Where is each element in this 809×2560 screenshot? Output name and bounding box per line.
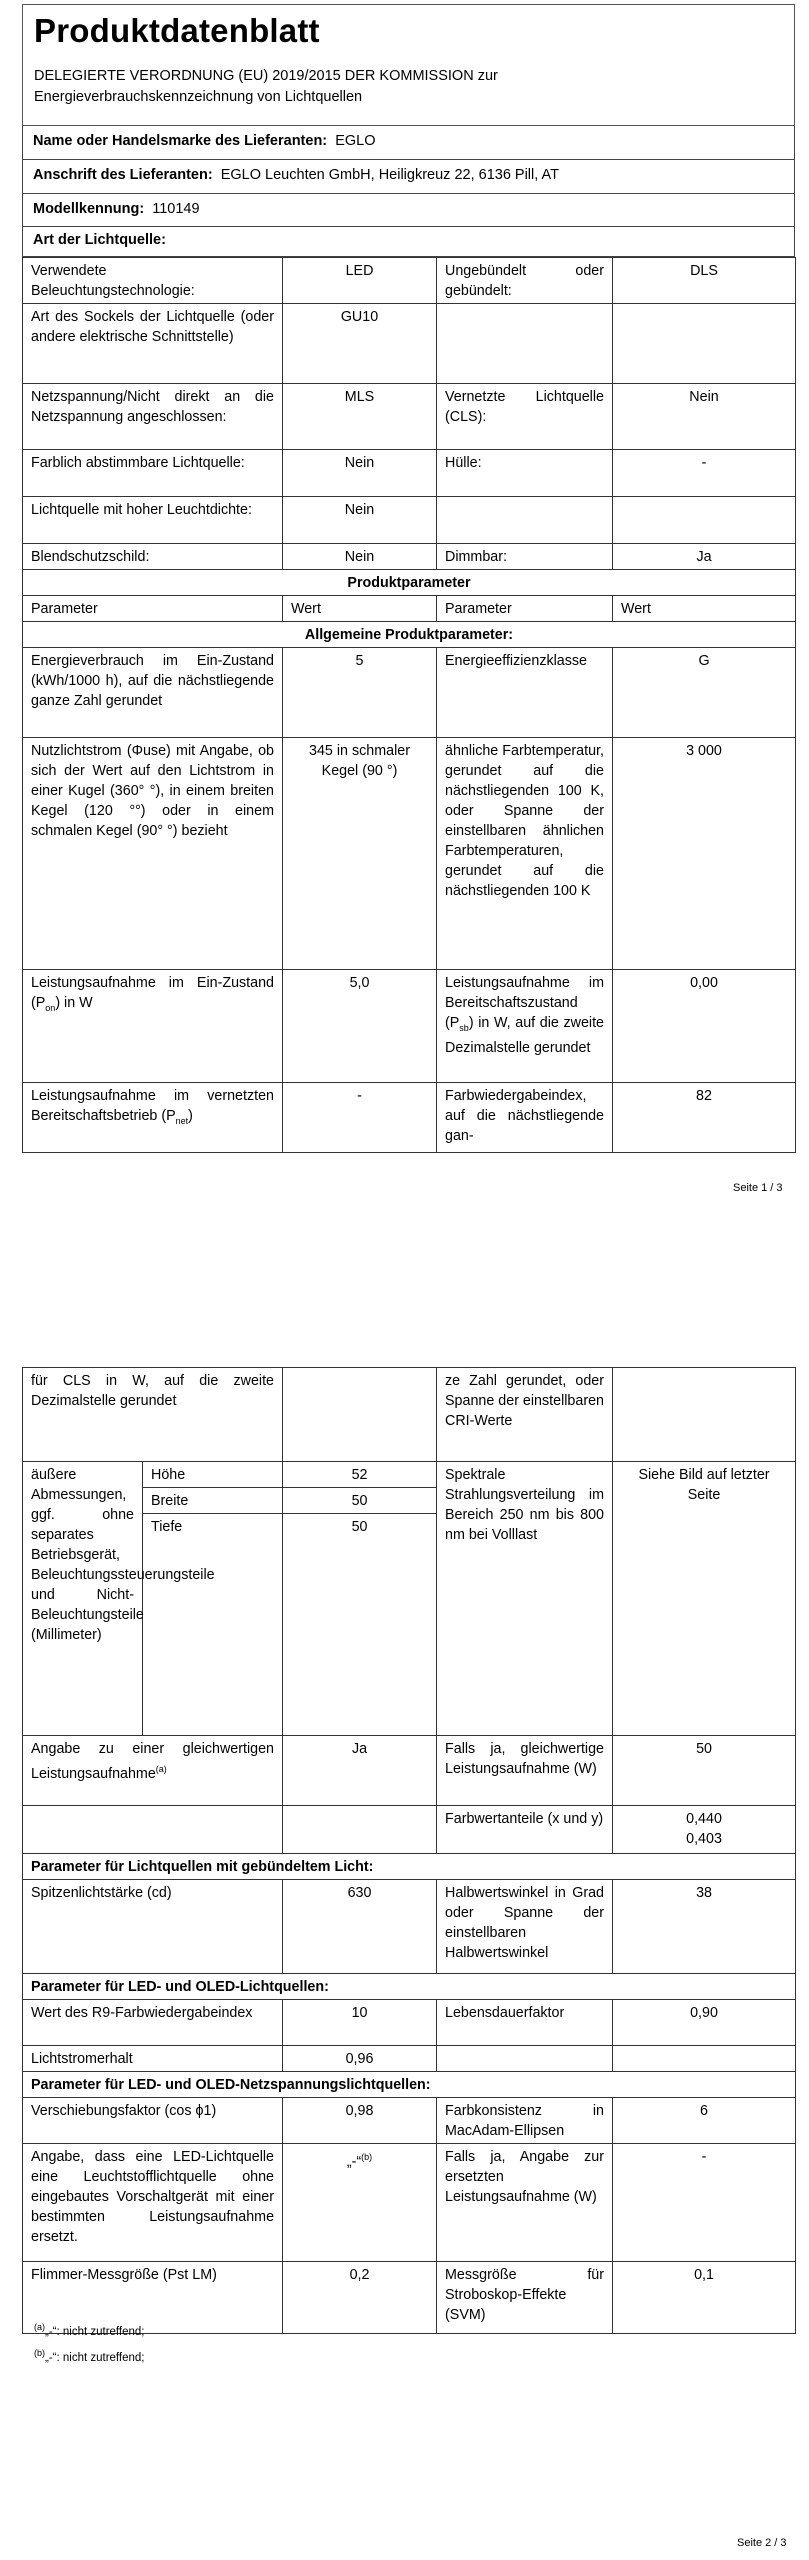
dimension-row-depth: Tiefe 50 — [23, 1514, 796, 1736]
table-row: Energieverbrauch im Ein-Zustand (kWh/1000 h), auf die nächstliegende ganze Zahl gerundet 5 Energieeffizienzklasse G — [23, 648, 796, 738]
section-heading: Parameter für LED- und OLED-Netzspannungslichtquellen: — [23, 2072, 796, 2098]
power-on-label: Leistungsaufnahme im Ein-Zustand $(P_{on})$ in W — [23, 970, 283, 1083]
table-row: Art des Sockels der Lichtquelle (oder andere elektrische Schnittstelle) GU10 — [23, 304, 796, 384]
chromaticity-values: 0,440 0,403 — [613, 1806, 796, 1854]
light-source-type-table — [22, 257, 796, 1153]
page-title: Produktdatenblatt — [34, 12, 320, 49]
section-heading: Parameter für LED- und OLED-Lichtquellen: — [23, 1974, 796, 2000]
light-source-type-heading: Art der Lichtquelle: — [22, 227, 795, 257]
section-heading: Produktparameter — [23, 570, 796, 596]
model-row: Modellkennung: 110149 — [22, 194, 795, 227]
table-row: Farblich abstimmbare Lichtquelle: Nein Hülle: - — [23, 450, 796, 497]
page-number: Seite 2 / 3 — [737, 2537, 787, 2549]
table-row: Verwendete Beleuchtungstechnologie: LED Ungebündelt oder gebündelt: DLS — [23, 258, 796, 304]
table-row: Leistungsaufnahme im vernetzten Bereitschaftsbetrieb $(P_{net})$ - Farbwiedergabeindex, auf die nächstliegende gan- 82 — [23, 1083, 796, 1153]
table-row: Lichtquelle mit hoher Leuchtdichte: Nein — [23, 497, 796, 544]
table-row: Angabe, dass eine LED-Lichtquelle eine Leuchtstofflichtquelle ohne eingebautes Vorschaltgerät mit einer bestimmten Leistungsaufnahme ersetzt. „-“$^{(b)}$ Falls ja, Angabe zur ersetzten Leistungsaufnahme (W) - — [23, 2144, 796, 2262]
supplier-name-row: Name oder Handelsmarke des Lieferanten: EGLO — [22, 126, 795, 160]
product-params-continued-table — [22, 1367, 796, 2334]
page-2 — [0, 1365, 809, 2560]
table-row: Spitzenlichtstärke (cd) 630 Halbwertswinkel in Grad oder Spanne der einstellbaren Halbwertswinkel 38 — [23, 1880, 796, 1974]
dimension-row-width: Breite 50 — [23, 1488, 796, 1514]
table-row: Flimmer-Messgröße (Pst LM) 0,2 Messgröße für Stroboskop-Effekte (SVM) 0,1 — [23, 2262, 796, 2334]
page-1 — [0, 0, 809, 1215]
table-row: Lichtstromerhalt 0,96 — [23, 2046, 796, 2072]
column-header-row: Parameter Wert Parameter Wert — [23, 596, 796, 622]
table-row: Wert des R9-Farbwiedergabeindex 10 Lebensdauerfaktor 0,90 — [23, 2000, 796, 2046]
dimension-row-height: äußere Abmessungen, ggf. ohne separates Betriebsgerät, Beleuchtungssteuerungsteile und Nicht-Beleuchtungsteile (Millimeter) Höhe 52 Spektrale Strahlungsverteilung im Bereich 250 nm bis 800 nm bei Volllast Siehe Bild auf letzter Seite — [23, 1462, 796, 1488]
table-row: Nutzlichtstrom (Φuse) mit Angabe, ob sich der Wert auf den Lichtstrom in einer Kugel (360° °), in einem breiten Kegel (120 °°) oder in einem schmalen Kegel (90° °) bezieht 345 in schmaler Kegel (90 °) ähnliche Farbtemperatur, gerundet auf die nächstliegenden 100 K, oder Spanne der einstellbaren ähnlichen Farbtemperaturen, gerundet auf die nächstliegenden 100 K 3 000 — [23, 738, 796, 970]
table-row: Verschiebungsfaktor (cos ϕ1) 0,98 Farbkonsistenz in MacAdam-Ellipsen 6 — [23, 2098, 796, 2144]
table-row: Blendschutzschild: Nein Dimmbar: Ja — [23, 544, 796, 570]
table-row: Netzspannung/Nicht direkt an die Netzspannung angeschlossen: MLS Vernetzte Lichtquelle (CLS): Nein — [23, 384, 796, 450]
table-row: Angabe zu einer gleichwertigen Leistungsaufnahme$^{(a)}$ Ja Falls ja, gleichwertige Leistungsaufnahme (W) 50 — [23, 1736, 796, 1806]
footnote-b: $^{(b)}$„-“: nicht zutreffend; — [34, 2348, 145, 2364]
replacement-indicator: „-“$^{(b)}$ — [283, 2144, 437, 2262]
page-number: Seite 1 / 3 — [733, 1182, 783, 1194]
supplier-address-row: Anschrift des Lieferanten: EGLO Leuchten GmbH, Heiligkreuz 22, 6136 Pill, AT — [22, 160, 795, 194]
section-heading: Allgemeine Produktparameter: — [23, 622, 796, 648]
footnote-a: $^{(a)}$„-“: nicht zutreffend; — [34, 2322, 145, 2338]
table-row: Farbwertanteile (x und y) 0,440 0,403 — [23, 1806, 796, 1854]
section-heading: Parameter für Lichtquellen mit gebündeltem Licht: — [23, 1854, 796, 1880]
network-standby-label: Leistungsaufnahme im vernetzten Bereitschaftsbetrieb $(P_{net})$ — [23, 1083, 283, 1153]
standby-power-label: Leistungsaufnahme im Bereitschaftszustand $(P_{sb})$ in W, auf die zweite Dezimalstelle gerundet — [437, 970, 613, 1083]
table-row: für CLS in W, auf die zweite Dezimalstelle gerundet ze Zahl gerundet, oder Spanne der einstellbaren CRI-Werte — [23, 1368, 796, 1462]
equivalent-power-label: Angabe zu einer gleichwertigen Leistungsaufnahme$^{(a)}$ — [23, 1736, 283, 1806]
regulation-text: DELEGIERTE VERORDNUNG (EU) 2019/2015 DER KOMMISSION zur Energieverbrauchskennzeichnung von Lichtquellen — [34, 68, 498, 105]
table-row: Leistungsaufnahme im Ein-Zustand $(P_{on})$ in W 5,0 Leistungsaufnahme im Bereitschaftszustand $(P_{sb})$ in W, auf die zweite Dezimalstelle gerundet 0,00 — [23, 970, 796, 1083]
